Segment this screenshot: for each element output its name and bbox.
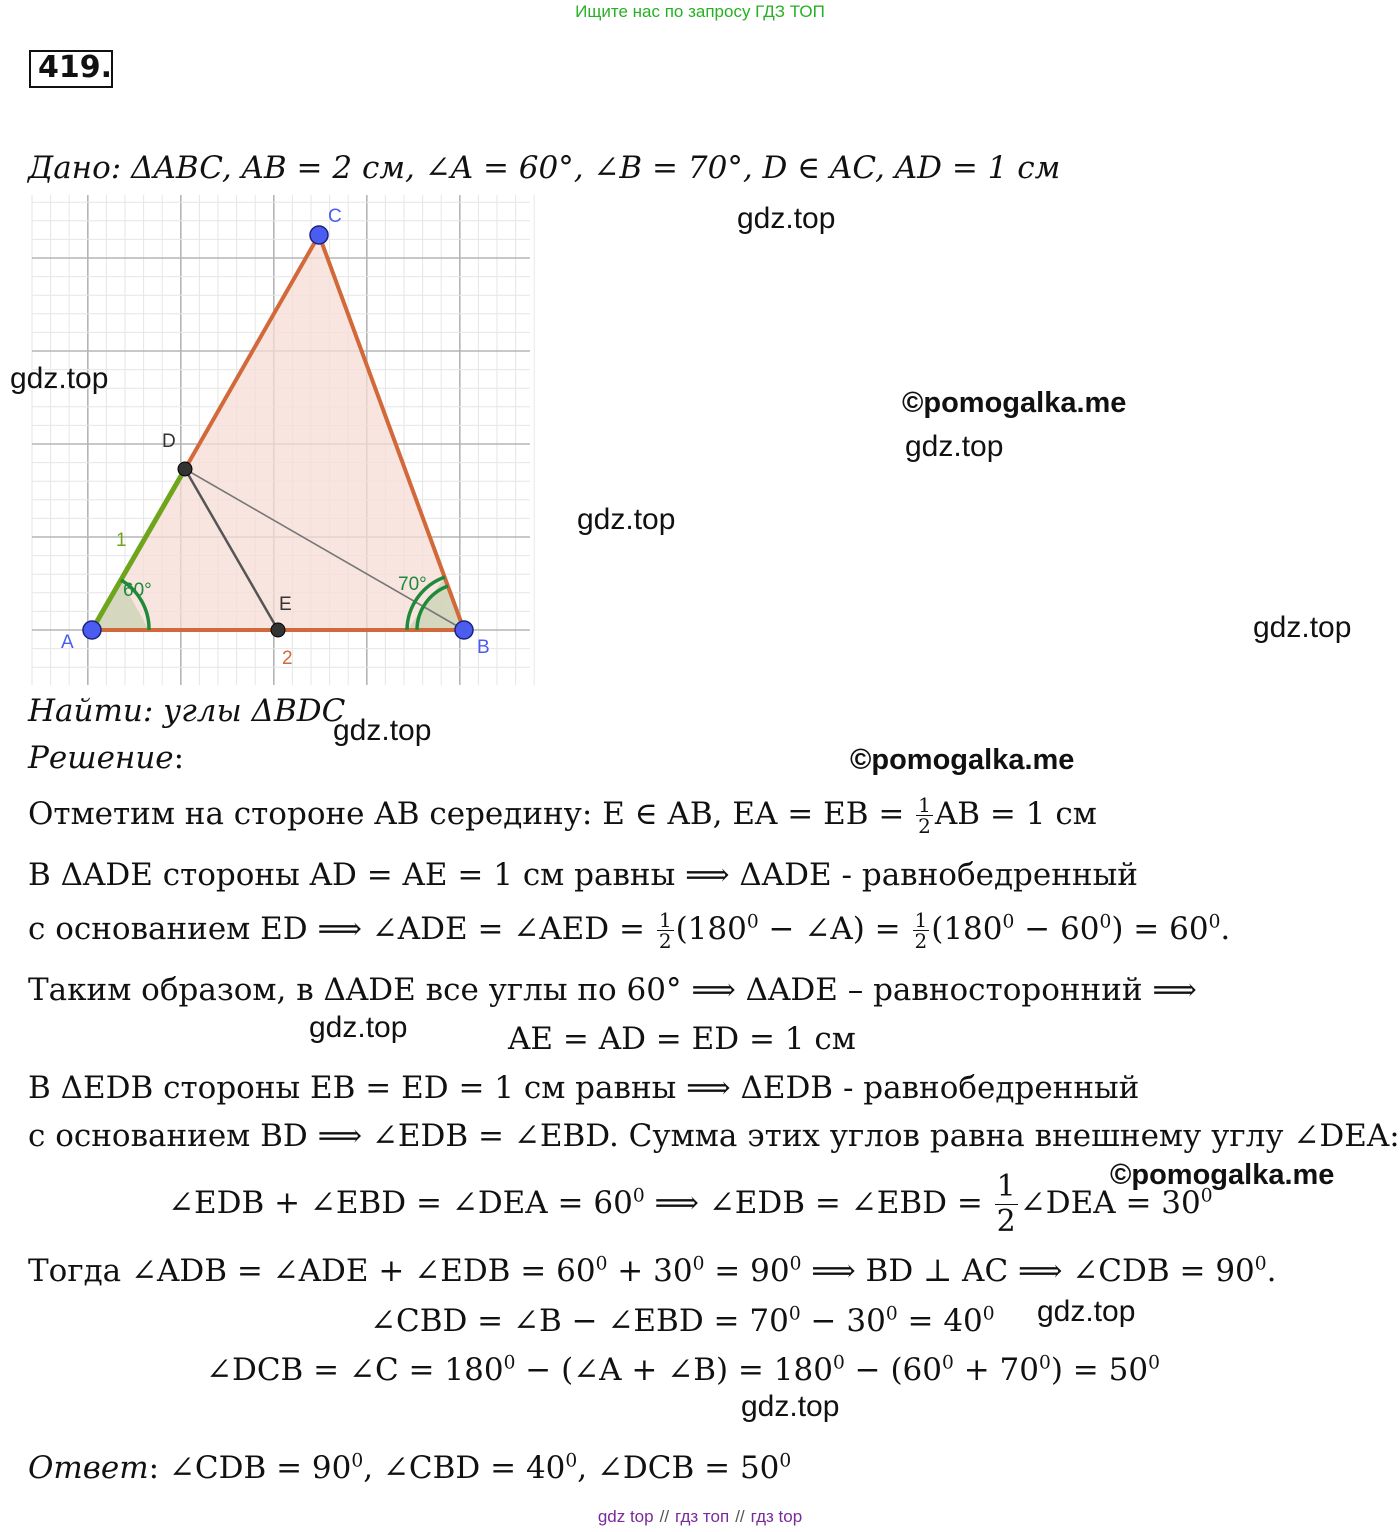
solution-heading <box>28 740 184 776</box>
watermark-gdz: gdz.top <box>1037 1295 1136 1328</box>
degree-sup: 0 <box>503 1352 516 1374</box>
given-line <box>28 150 1060 186</box>
watermark-gdz: gdz.top <box>333 714 432 747</box>
degree-sup: 0 <box>942 1352 954 1374</box>
line11-d: + 70 <box>953 1352 1039 1388</box>
degree-sup: 0 <box>982 1303 995 1325</box>
solution-line-10 <box>370 1303 995 1339</box>
label-e: E <box>279 594 292 615</box>
degree-sup: 0 <box>565 1450 578 1472</box>
answer-b: , ∠CBD = 40 <box>363 1450 566 1486</box>
footer-links <box>0 1507 1400 1527</box>
point-d <box>178 462 192 476</box>
degree-sup: 0 <box>885 1303 898 1325</box>
solution-label: Решение <box>28 740 174 776</box>
point-e <box>271 623 285 637</box>
angle-b-label: 70° <box>398 574 427 595</box>
line9-a: Тогда ∠ADB = ∠ADE + ∠EDB = 60 <box>28 1253 596 1289</box>
line8-b: ⟹ ∠EDB = ∠EBD = <box>644 1185 993 1221</box>
watermark-copyright: ©pomogalka.me <box>1110 1159 1335 1191</box>
label-a: A <box>61 632 74 653</box>
line3-f: ) = 60 <box>1111 911 1209 947</box>
watermark-gdz: gdz.top <box>577 503 676 536</box>
fraction-half-2 <box>913 910 930 951</box>
line10-b: − 30 <box>800 1303 886 1339</box>
degree-sup: 0 <box>1148 1352 1160 1374</box>
frac-den: 2 <box>658 929 672 953</box>
find-text: : углы ΔBDC <box>142 693 346 729</box>
line3-a: с основанием ED ⟹ ∠ADE = ∠AED = <box>28 911 655 947</box>
footer-link-gdz-top[interactable]: gdz top <box>597 1507 654 1526</box>
solution-line-7: с основанием BD ⟹ ∠EDB = ∠EBD. Сумма этих углов равна внешнему углу ∠DEA: <box>28 1118 1400 1154</box>
degree-sup: 0 <box>779 1450 792 1472</box>
degree-sup: 0 <box>746 911 759 933</box>
line9-e: . <box>1266 1253 1277 1289</box>
triangle-figure <box>25 190 535 690</box>
solution-line-8 <box>168 1170 1213 1239</box>
watermark-gdz: gdz.top <box>309 1011 408 1044</box>
triangle-abc-fill <box>92 235 464 630</box>
solution-line-2: В ΔADE стороны AD = AE = 1 см равны ⟹ ΔADE - равнобедренный <box>28 857 1138 893</box>
given-text: : ΔABC, AB = 2 см, ∠A = 60°, ∠B = 70°, D ∈ AC, AD = 1 см <box>110 150 1061 186</box>
degree-sup: 0 <box>1208 911 1221 933</box>
line10-c: = 40 <box>897 1303 983 1339</box>
line3-e: − 60 <box>1014 911 1100 947</box>
line3-b: (180 <box>675 911 747 947</box>
line9-d: ⟹ BD ⊥ AC ⟹ ∠CDB = 90 <box>801 1253 1255 1289</box>
line11-a: ∠DCB = ∠C = 180 <box>206 1352 504 1388</box>
frac-den: 2 <box>918 814 931 838</box>
frac-den: 2 <box>996 1204 1016 1239</box>
degree-sup: 0 <box>632 1185 645 1207</box>
solution-line-4: Таким образом, в ΔADE все углы по 60° ⟹ ΔADE – равносторонний ⟹ <box>28 972 1197 1008</box>
line9-b: + 30 <box>607 1253 693 1289</box>
vertex-b <box>455 621 473 639</box>
footer-link-gdz-top-mixed[interactable]: гдз top <box>750 1507 803 1526</box>
watermark-gdz: gdz.top <box>737 202 836 235</box>
degree-sup: 0 <box>788 1303 801 1325</box>
fraction-half <box>916 795 933 836</box>
degree-sup: 0 <box>789 1253 802 1275</box>
watermark-copyright: ©pomogalka.me <box>902 387 1127 419</box>
length-ab-label: 2 <box>282 648 293 669</box>
solution-line-9 <box>28 1253 1276 1289</box>
label-c: C <box>328 206 342 227</box>
line3-d: (180 <box>931 911 1003 947</box>
line8-c: ∠DEA = 30 <box>1019 1185 1201 1221</box>
line8-a: ∠EDB + ∠EBD = ∠DEA = 60 <box>168 1185 633 1221</box>
degree-sup: 0 <box>1200 1185 1213 1207</box>
line1-part-a: Отметим на стороне AB середину: E ∈ AB, EA = EB = <box>28 796 915 832</box>
frac-num: 1 <box>658 908 672 932</box>
task-number: 419. <box>29 50 113 88</box>
degree-sup: 0 <box>832 1352 845 1374</box>
solution-line-6: В ΔEDB стороны EB = ED = 1 см равны ⟹ ΔEDB - равнобедренный <box>28 1070 1140 1106</box>
frac-den: 2 <box>914 929 928 953</box>
line11-c: − (60 <box>844 1352 943 1388</box>
watermark-copyright: ©pomogalka.me <box>850 744 1075 776</box>
answer-c: , ∠DCB = 50 <box>577 1450 780 1486</box>
degree-sup: 0 <box>1099 911 1112 933</box>
footer-separator: // <box>659 1507 670 1526</box>
angle-a-label: 60° <box>123 580 152 601</box>
top-banner-link[interactable]: Ищите нас по запросу ГДЗ ТОП <box>575 2 825 21</box>
vertex-c <box>310 226 328 244</box>
fraction-half-1 <box>657 910 674 951</box>
label-d: D <box>162 431 176 452</box>
line3-c: − ∠A) = <box>758 911 911 947</box>
degree-sup: 0 <box>1039 1352 1051 1374</box>
line11-b: − (∠A + ∠B) = 180 <box>515 1352 833 1388</box>
fraction-half-large <box>995 1170 1018 1239</box>
solution-line-11 <box>206 1352 1160 1388</box>
frac-num: 1 <box>914 908 928 932</box>
given-label: Дано <box>28 150 111 186</box>
degree-sup: 0 <box>1254 1253 1267 1275</box>
answer-line <box>28 1450 791 1486</box>
line1-part-b: AB = 1 см <box>934 796 1097 832</box>
vertex-a <box>83 621 101 639</box>
watermark-gdz: gdz.top <box>10 362 109 395</box>
solution-line-1 <box>28 795 1097 836</box>
answer-a: : ∠CDB = 90 <box>148 1450 352 1486</box>
degree-sup: 0 <box>692 1253 705 1275</box>
solution-line-3 <box>28 910 1230 951</box>
degree-sup: 0 <box>1002 911 1015 933</box>
answer-label: Ответ <box>28 1450 149 1486</box>
footer-link-gdz-top-ru[interactable]: гдз топ <box>675 1507 730 1526</box>
line10-a: ∠CBD = ∠B − ∠EBD = 70 <box>370 1303 789 1339</box>
label-b: B <box>477 637 490 658</box>
line9-c: = 90 <box>704 1253 790 1289</box>
frac-num: 1 <box>918 793 931 817</box>
line11-e: ) = 50 <box>1050 1352 1149 1388</box>
frac-num: 1 <box>996 1169 1016 1204</box>
watermark-gdz: gdz.top <box>741 1390 840 1423</box>
degree-sup: 0 <box>351 1450 364 1472</box>
solution-colon: : <box>173 740 185 776</box>
find-line <box>28 693 345 729</box>
watermark-gdz: gdz.top <box>905 430 1004 463</box>
find-label: Найти <box>28 693 143 729</box>
line3-g: . <box>1220 911 1231 947</box>
degree-sup: 0 <box>595 1253 608 1275</box>
length-ad-label: 1 <box>116 530 127 551</box>
solution-line-5: AE = AD = ED = 1 см <box>508 1021 856 1057</box>
watermark-gdz: gdz.top <box>1253 611 1352 644</box>
footer-separator: // <box>735 1507 745 1526</box>
